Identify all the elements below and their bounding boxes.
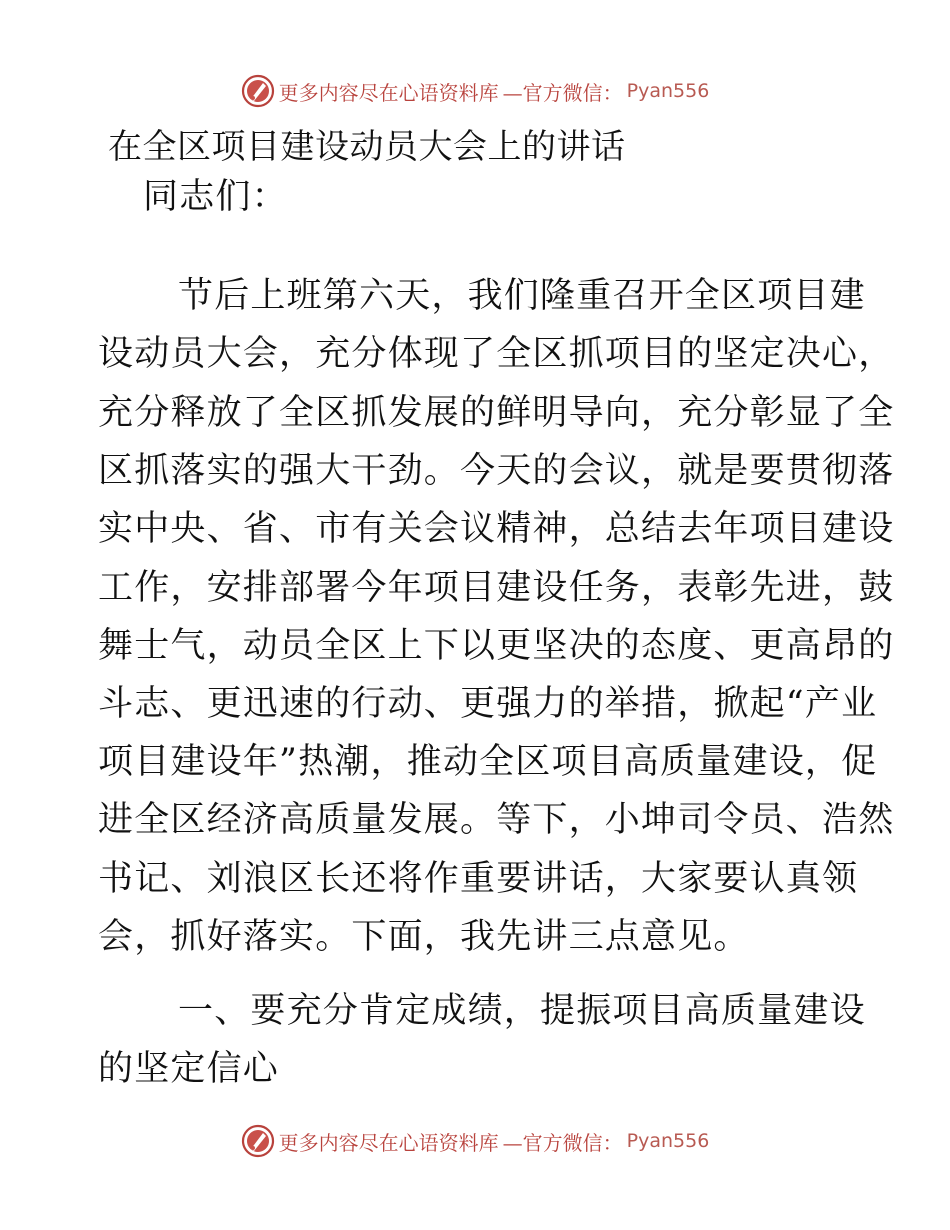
watermark-text: 更多内容尽在心语资料库	[278, 1130, 499, 1155]
paragraph-line: 书记、刘浪区长还将作重要讲话，大家要认真领	[98, 859, 859, 899]
paragraph-line: 进全区经济高质量发展。等下，小坤司令员、浩然	[98, 800, 895, 840]
watermark-wechat-id: Pyan556	[626, 80, 710, 102]
section-heading-line: 的坚定信心	[98, 1049, 280, 1089]
watermark-text: 更多内容尽在心语资料库	[278, 80, 499, 105]
watermark-footer	[0, 1121, 950, 1161]
paragraph-line: 设动员大会，充分体现了全区抓项目的坚定决心，	[98, 334, 895, 374]
pen-nib-logo-icon	[241, 1124, 275, 1158]
paragraph-line: 舞士气，动员全区上下以更坚决的态度、更高昂的	[98, 626, 895, 666]
document-title: 在全区项目建设动员大会上的讲话	[108, 127, 626, 167]
watermark-header	[0, 71, 950, 111]
paragraph-line: 会，抓好落实。下面，我先讲三点意见。	[98, 917, 750, 957]
paragraph-line: 节后上班第六天，我们隆重召开全区项目建	[178, 276, 866, 316]
paragraph-line: 斗志、更迅速的行动、更强力的举措，掀起“产业	[98, 684, 878, 724]
watermark-wechat-id: Pyan556	[626, 1130, 710, 1152]
watermark-separator: —官方微信：	[502, 1130, 623, 1155]
paragraph-line: 区抓落实的强大干劲。今天的会议，就是要贯彻落	[98, 451, 895, 491]
paragraph-line: 项目建设年”热潮，推动全区项目高质量建设，促	[98, 742, 878, 782]
paragraph-line: 工作，安排部署今年项目建设任务，表彰先进，鼓	[98, 568, 895, 608]
watermark-separator: —官方微信：	[502, 80, 623, 105]
pen-nib-logo-icon	[241, 74, 275, 108]
greeting: 同志们：	[143, 177, 288, 217]
section-heading-line: 一、要充分肯定成绩，提振项目高质量建设	[178, 991, 866, 1031]
paragraph-line: 实中央、省、市有关会议精神，总结去年项目建设	[98, 509, 895, 549]
paragraph-line: 充分释放了全区抓发展的鲜明导向，充分彰显了全	[98, 393, 895, 433]
